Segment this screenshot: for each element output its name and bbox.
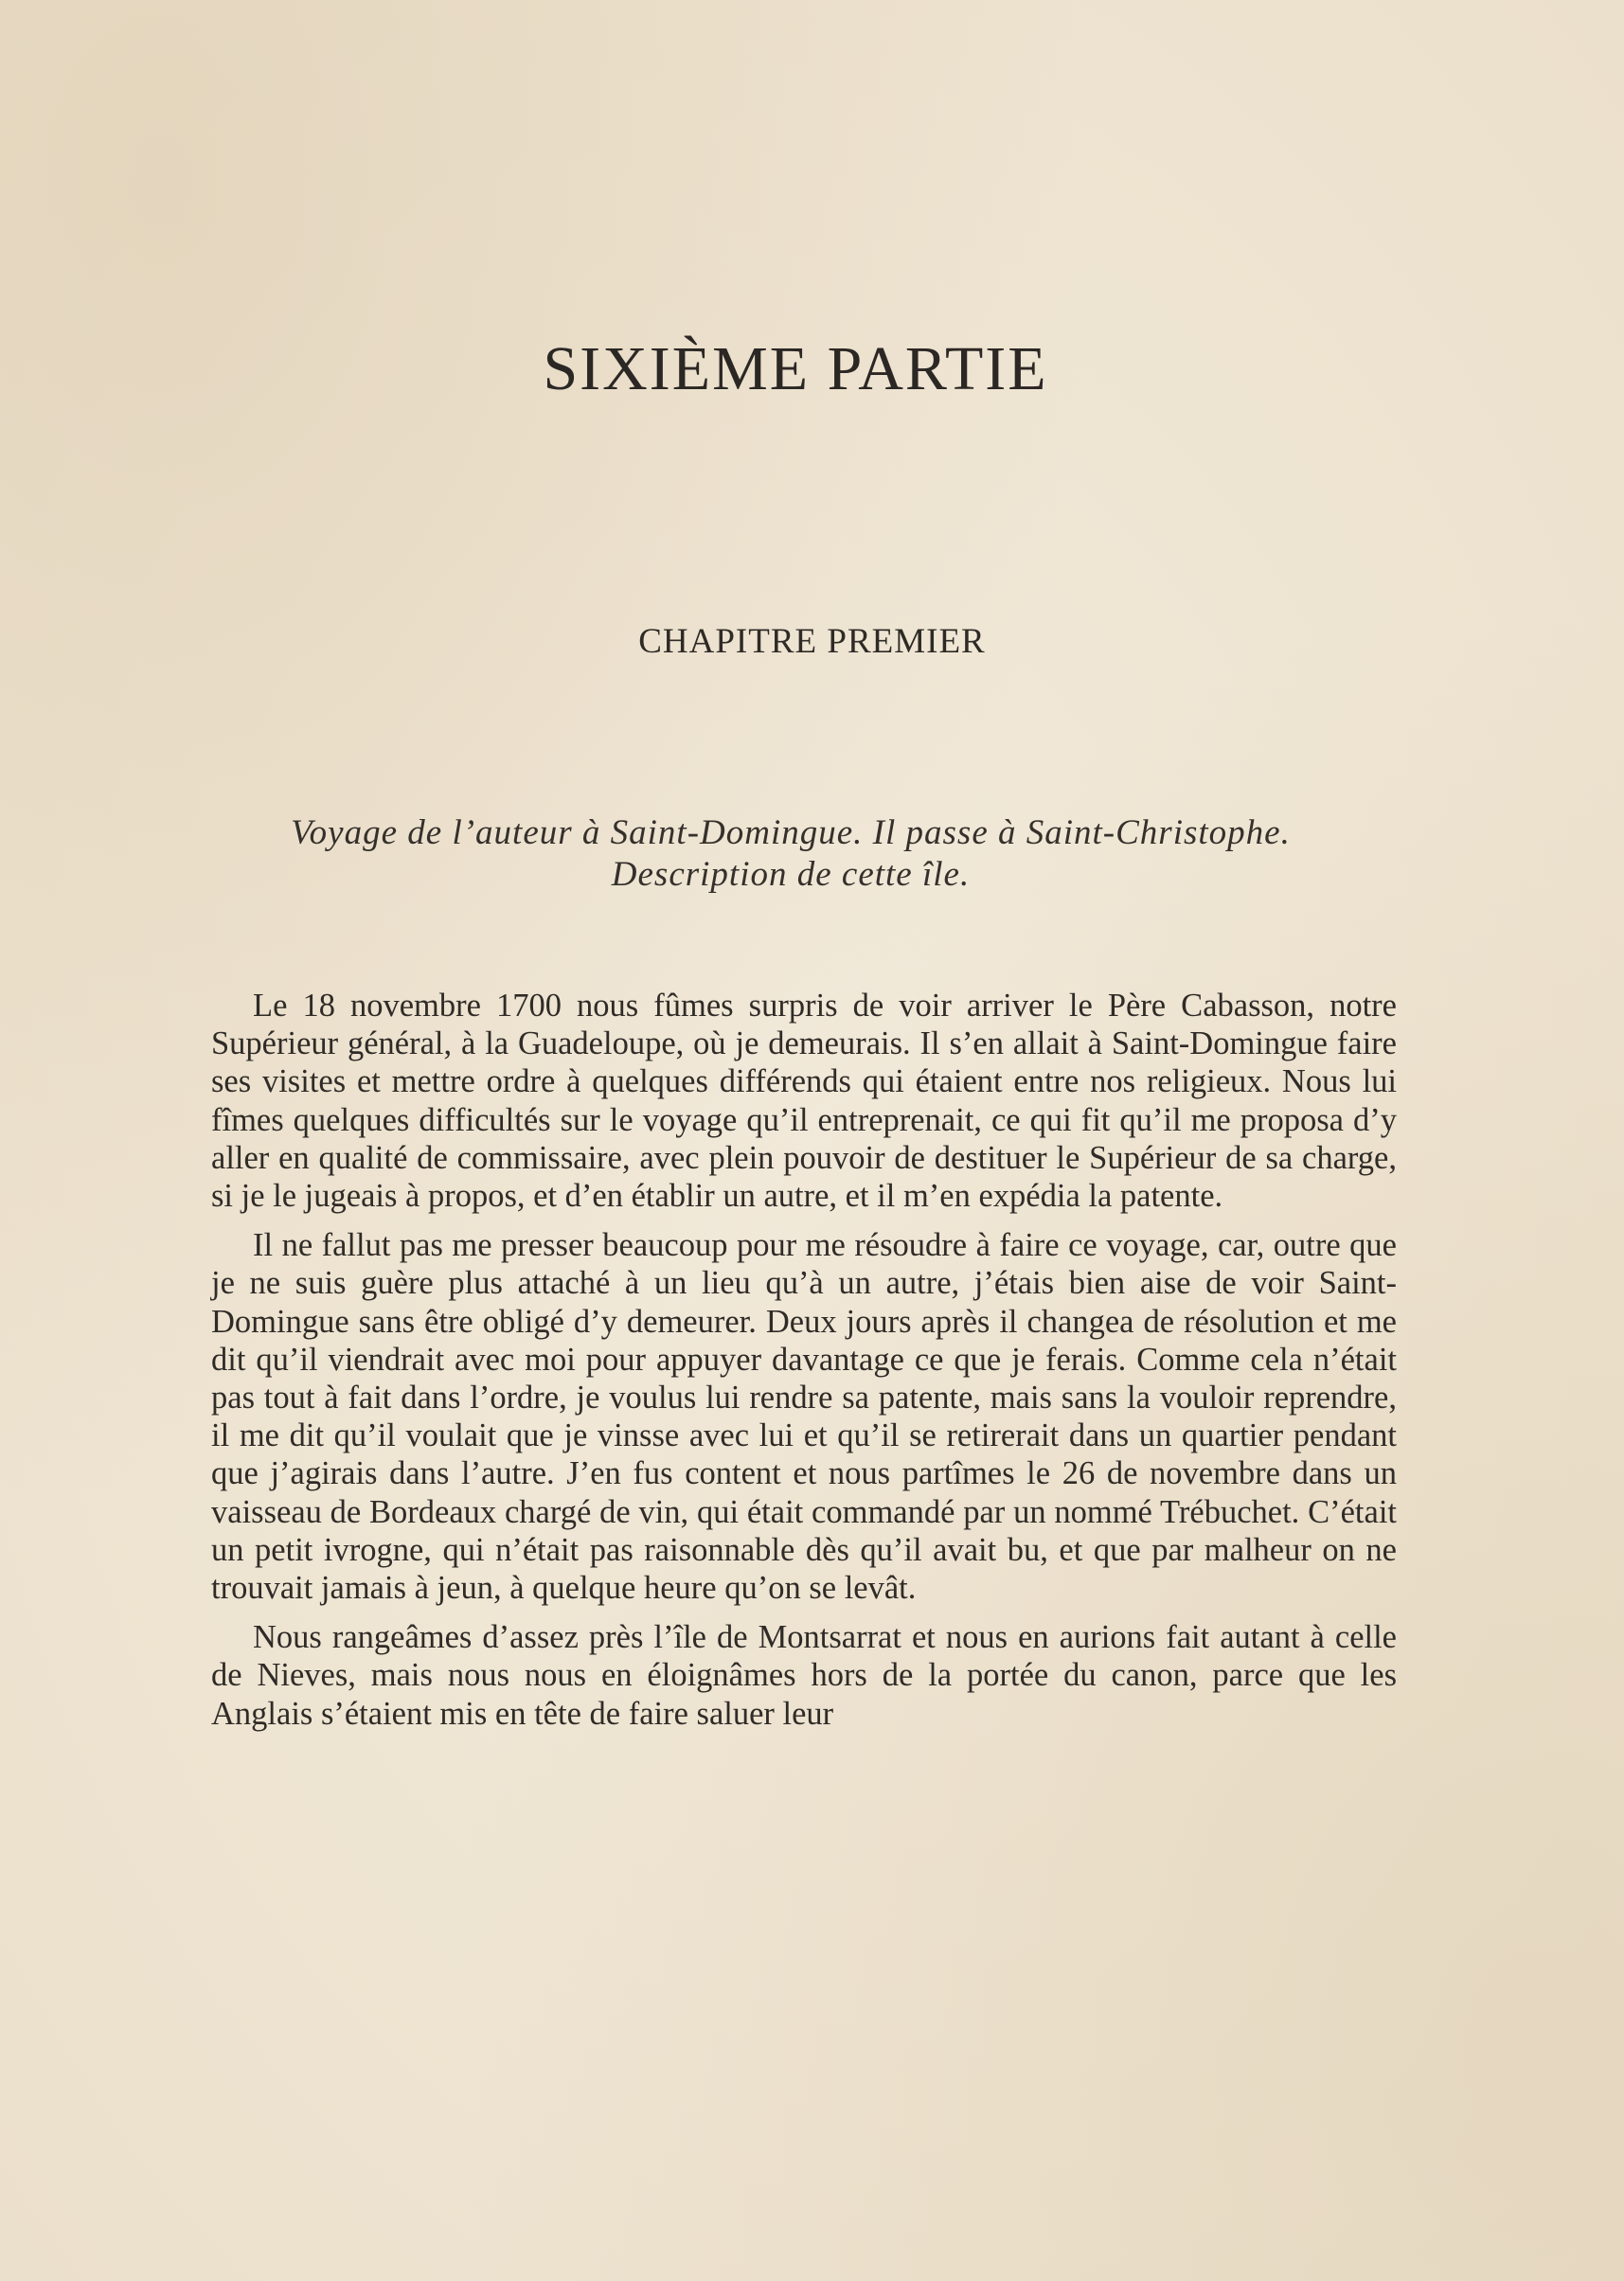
chapter-summary <box>208 812 1373 896</box>
part-title: SIXIÈME PARTIE <box>543 334 1048 403</box>
paragraph-1: Le 18 novembre 1700 nous fûmes surpris de voir arriver le Père Cabasson, notre Supérieur général, à la Guadeloupe, où je demeurais. Il s’en allait à Saint-Domingue faire ses visites et mettre ordre à quelques différends qui étaient entre nos religieux. Nous lui fîmes quelques difficultés sur le voyage qu’il entreprenait, ce qui fit qu’il me proposa d’y aller en qualité de commissaire, avec plein pouvoir de destituer le Supérieur de sa charge, si je le jugeais à propos, et d’en établir un autre, et il m’en expédia la patente. <box>211 988 1397 1215</box>
paragraph-2: Il ne fallut pas me presser beaucoup pour me résoudre à faire ce voyage, car, outre que je ne suis guère plus attaché à un lieu qu’à un autre, j’étais bien aise de voir Saint-Domingue sans être obligé d’y demeurer. Deux jours après il changea de résolution et me dit qu’il viendrait avec moi pour appuyer davantage ce que je ferais. Comme cela n’était pas tout à fait dans l’ordre, je voulus lui rendre sa patente, mais sans la vouloir reprendre, il me dit qu’il voulait que je vinsse avec lui et qu’il se retirerait dans un quartier pendant que j’agirais dans l’autre. J’en fus content et nous partîmes le 26 de novembre dans un vaisseau de Bordeaux chargé de vin, qui était commandé par un nommé Trébuchet. C’était un petit ivrogne, qui n’était pas raisonnable dès qu’il avait bu, et que par malheur on ne trouvait jamais à jeun, à quelque heure qu’on se levât. <box>211 1227 1397 1607</box>
body-text <box>211 987 1397 1744</box>
chapter-title: CHAPITRE PREMIER <box>638 622 986 661</box>
summary-line-1: Voyage de l’auteur à Saint-Domingue. Il passe à Saint-Christophe. <box>291 813 1291 852</box>
paragraph-3: Nous rangeâmes d’assez près l’île de Montsarrat et nous en aurions fait autant à celle de Nieves, mais nous nous en éloignâmes hors de la portée du canon, parce que les Anglais s’étaient mis en tête de faire saluer leur <box>211 1619 1397 1732</box>
summary-line-2: Description de cette île. <box>611 855 971 894</box>
